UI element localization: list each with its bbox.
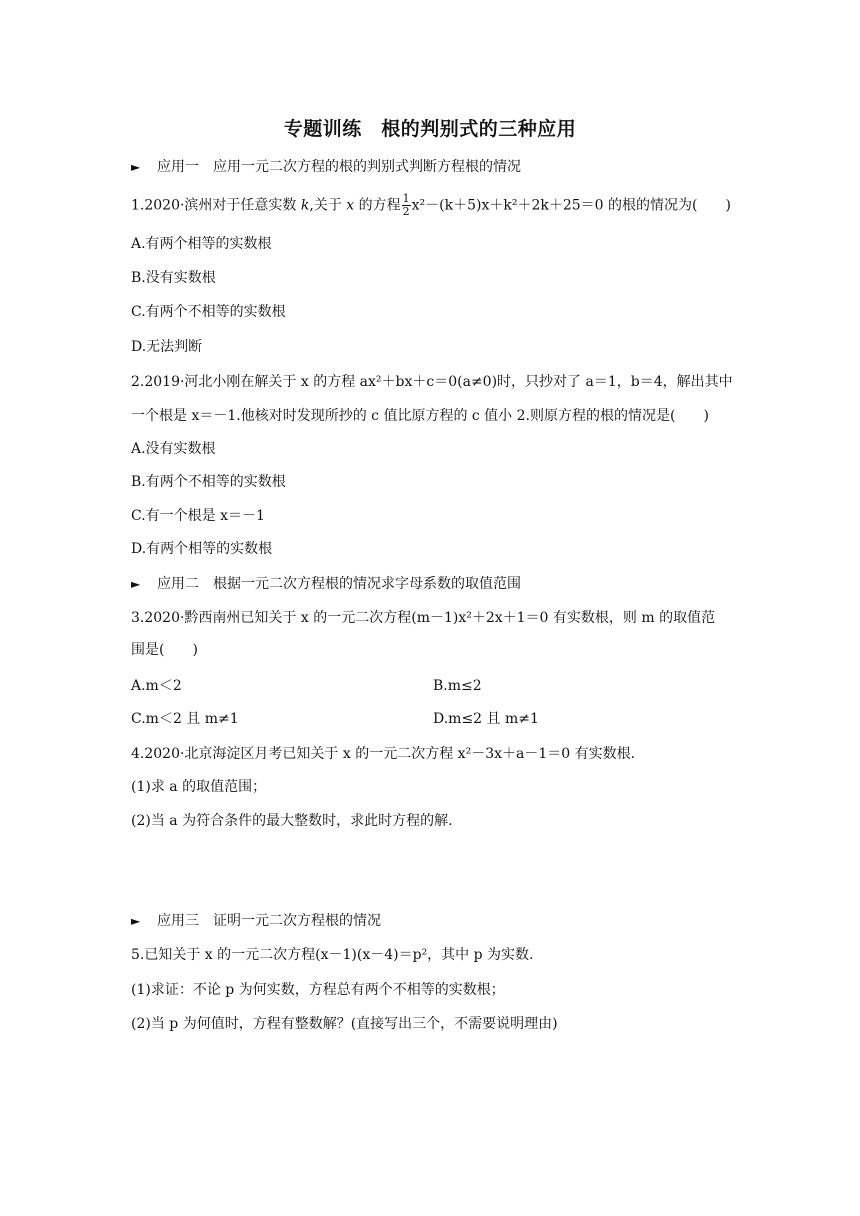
question-1-stem	[131, 193, 731, 218]
q1-fraction	[402, 193, 411, 218]
q2-option-c[interactable]: C.有一个根是 x＝－1	[131, 508, 265, 524]
question-2-stem-line2: 一个根是 x＝－1.他核对时发现所抄的 c 值比原方程的 c 值小 2.则原方程的根的情况是( )	[131, 408, 709, 424]
q1-mid2: 的方程	[358, 197, 401, 214]
triangle-bullet-icon: ►	[131, 160, 141, 174]
q1-equation: x²－(k＋5)x＋k²＋2k＋25＝0 的根的情况为( )	[411, 197, 731, 214]
section-1-label: 应用一 应用一元二次方程的根的判别式判断方程根的情况	[157, 159, 521, 175]
q2-option-d[interactable]: D.有两个相等的实数根	[131, 541, 273, 557]
question-3-stem-line1: 3.2020·黔西南州已知关于 x 的一元二次方程(m－1)x²＋2x＋1＝0 有实数根，则 m 的取值范	[131, 610, 716, 626]
q1-mid: ,关于	[309, 197, 342, 214]
q1-prefix: 1.2020·滨州对于任意实数	[131, 197, 297, 214]
question-4-stem: 4.2020·北京海淀区月考已知关于 x 的一元二次方程 x²－3x＋a－1＝0 有实数根.	[131, 746, 636, 762]
q1-frac-denominator: 2	[402, 205, 410, 218]
q4-part-1: (1)求 a 的取值范围；	[131, 779, 267, 795]
page-title: 专题训练 根的判别式的三种应用	[283, 118, 577, 140]
q1-option-b[interactable]: B.没有实数根	[131, 270, 216, 286]
q3-option-b[interactable]: B.m≤2	[433, 678, 482, 694]
q4-part-2: (2)当 a 为符合条件的最大整数时，求此时方程的解.	[131, 813, 453, 829]
q1-option-d[interactable]: D.无法判断	[131, 339, 203, 355]
section-heading-3	[131, 911, 381, 931]
q3-option-c[interactable]: C.m＜2 且 m≠1	[131, 711, 239, 727]
q3-option-a[interactable]: A.m＜2	[131, 678, 182, 694]
q5-part-1: (1)求证：不论 p 为何实数，方程总有两个不相等的实数根；	[131, 982, 505, 998]
q1-option-a[interactable]: A.有两个相等的实数根	[131, 236, 272, 252]
question-3-stem-line2: 围是( )	[131, 642, 198, 658]
section-2-label: 应用二 根据一元二次方程根的情况求字母系数的取值范围	[157, 576, 521, 592]
triangle-bullet-icon: ►	[131, 914, 141, 928]
question-5-stem: 5.已知关于 x 的一元二次方程(x－1)(x－4)＝p²，其中 p 为实数.	[131, 947, 534, 963]
q2-option-a[interactable]: A.没有实数根	[131, 441, 216, 457]
section-heading-1	[131, 157, 521, 177]
q3-option-d[interactable]: D.m≤2 且 m≠1	[433, 711, 539, 727]
q2-option-b[interactable]: B.有两个不相等的实数根	[131, 474, 286, 490]
q1-var-k: k	[300, 197, 310, 214]
q1-var-x: x	[346, 197, 355, 214]
q5-part-2: (2)当 p 为何值时，方程有整数解？(直接写出三个，不需要说明理由)	[131, 1016, 558, 1032]
section-heading-2	[131, 574, 521, 594]
section-3-label: 应用三 证明一元二次方程根的情况	[157, 913, 381, 929]
q1-option-c[interactable]: C.有两个不相等的实数根	[131, 304, 286, 320]
question-2-stem-line1: 2.2019·河北小刚在解关于 x 的方程 ax²＋bx＋c＝0(a≠0)时，只抄对了 a＝1，b＝4，解出其中	[131, 374, 733, 390]
q1-frac-numerator: 1	[402, 192, 410, 205]
triangle-bullet-icon: ►	[131, 577, 141, 591]
